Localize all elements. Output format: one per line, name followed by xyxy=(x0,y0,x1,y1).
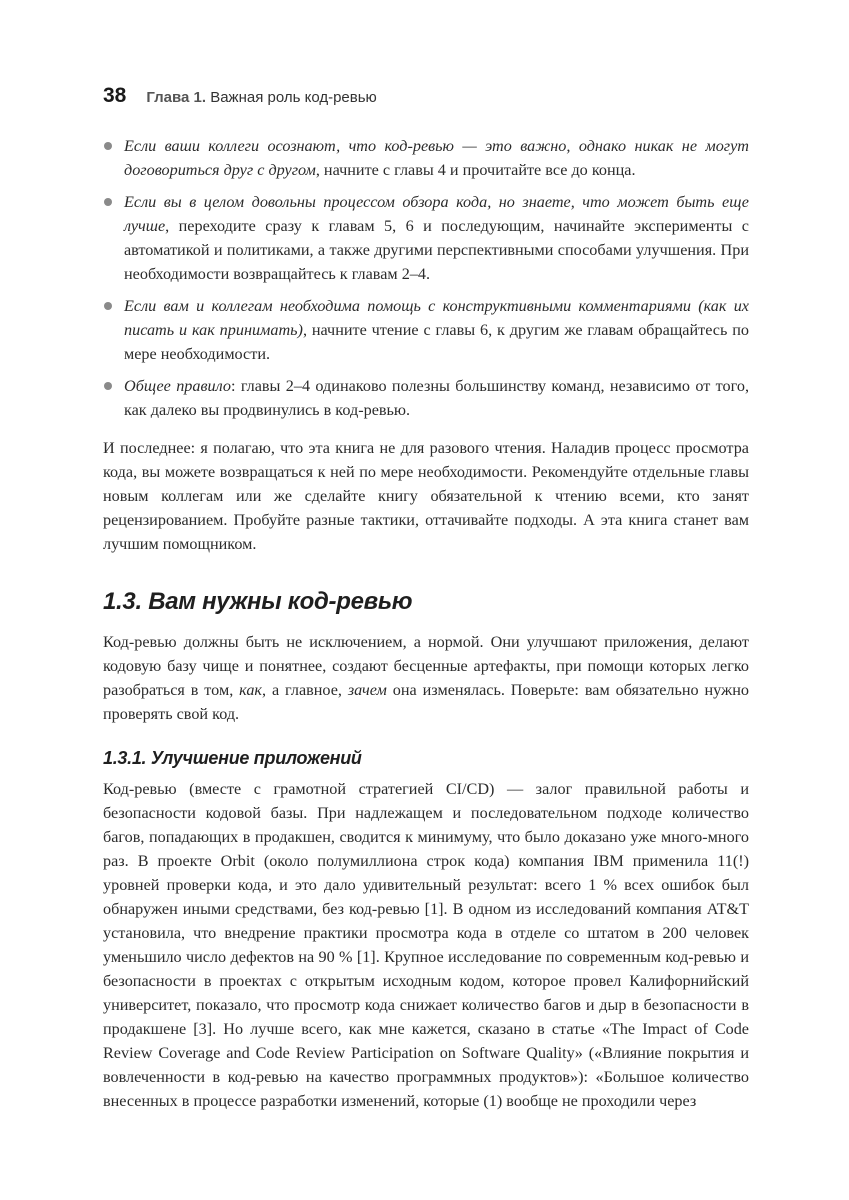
section-intro-paragraph xyxy=(103,630,749,726)
list-item-text: , переходите сразу к главам 5, 6 и последующим, начинайте эксперименты с автоматикой и политиками, а также другими перспективными способами улучшения. При необходимости возвращайтесь к главам 2–4. xyxy=(124,217,749,283)
list-item-text: : главы 2–4 одинаково полезны большинству команд, независимо от того, как далеко вы продвинулись в код-ревью. xyxy=(124,377,750,419)
text-run: она изменялась. Поверьте: вам обязательно нужно проверять свой код. xyxy=(103,681,749,723)
list-item-text: , начните с главы 4 и прочитайте все до конца. xyxy=(315,161,636,179)
bullet-icon xyxy=(104,382,112,390)
list-item-emphasis: Если вы в целом довольны процессом обзора кода, но знаете, что может быть еще лучше xyxy=(124,193,749,235)
list-item-text: , начните чтение с главы 6, к другим же главам обращайтесь по мере необходимости. xyxy=(124,321,749,363)
chapter-title xyxy=(146,89,376,106)
closing-paragraph: И последнее: я полагаю, что эта книга не для разового чтения. Наладив процесс просмотра кода, вы можете возвращаться к ней по мере необходимости. Рекомендуйте отдельные главы новым коллегам или же сделайте книгу обязательной к чтению всеми, кто занят рецензированием. Пробуйте разные тактики, оттачивайте подходы. А эта книга станет вам лучшим помощником. xyxy=(103,439,749,553)
list-item xyxy=(103,134,749,182)
chapter-label: Глава 1. xyxy=(146,89,207,106)
subsection-paragraph: Код-ревью (вместе с грамотной стратегией CI/CD) — залог правильной работы и безопасности кодовой базы. При надлежащем и последовательном подходе количество багов, попадающих в продакшен, сводится к минимуму, что было доказано уже много-много раз. В проекте Orbit (около полумиллиона строк кода) компания IBM применила 11(!) уровней проверки кода, и это дало удивительный результат: всего 1 % всех ошибок был обнаружен иными средствами, без код-ревью [1]. В одном из исследований компания AT&T установила, что внедрение практики просмотра кода в отделе со штатом в 200 человек уменьшило число дефектов на 90 % [1]. Крупное исследование по современным код-ревью и безопасности в проектах с открытым исходным кодом, которое провел Калифорнийский университет, показало, что просмотр кода снижает количество багов и дыр в безопасности в продакшене [3]. Но лучше всего, как мне кажется, сказано в статье «The Impact of Code Review Coverage and Code Review Participation on Software Quality» («Влияние покрытия и вовлеченности в код-ревью на качество программных продуктов»): «Большое количество внесенных в процессе разработки изменений, которые (1) вообще не проходили через xyxy=(103,780,749,1110)
list-item xyxy=(103,374,749,422)
list-item-emphasis: Если вам и коллегам необходима помощь с конструктивными комментариями (как их писать и как принимать) xyxy=(124,297,749,339)
bullet-icon xyxy=(104,302,112,310)
text-run: , а главное, xyxy=(262,681,348,699)
reading-guide-list xyxy=(103,134,749,422)
text-run: Код-ревью должны быть не исключением, а нормой. Они улучшают приложения, делают кодовую базу чище и понятнее, создают бесценные артефакты, при помощи которых легко разобраться в том, xyxy=(103,633,749,699)
book-page xyxy=(103,84,749,1113)
section-heading: 1.3. Вам нужны код-ревью xyxy=(103,588,413,615)
list-item xyxy=(103,190,749,286)
bullet-icon xyxy=(104,142,112,150)
chapter-name: Важная роль код-ревью xyxy=(210,89,377,106)
subsection-heading: 1.3.1. Улучшение приложений xyxy=(103,748,362,768)
emphasis-why: зачем xyxy=(347,681,387,699)
running-head xyxy=(103,84,749,114)
bullet-icon xyxy=(104,198,112,206)
page-number: 38 xyxy=(103,84,127,107)
list-item-emphasis: Общее правило xyxy=(124,377,231,395)
emphasis-how: как xyxy=(239,681,262,699)
list-item xyxy=(103,294,749,366)
list-item-emphasis: Если ваши коллеги осознают, что код-ревью — это важно, однако никак не могут договориться друг с другом xyxy=(124,137,749,179)
